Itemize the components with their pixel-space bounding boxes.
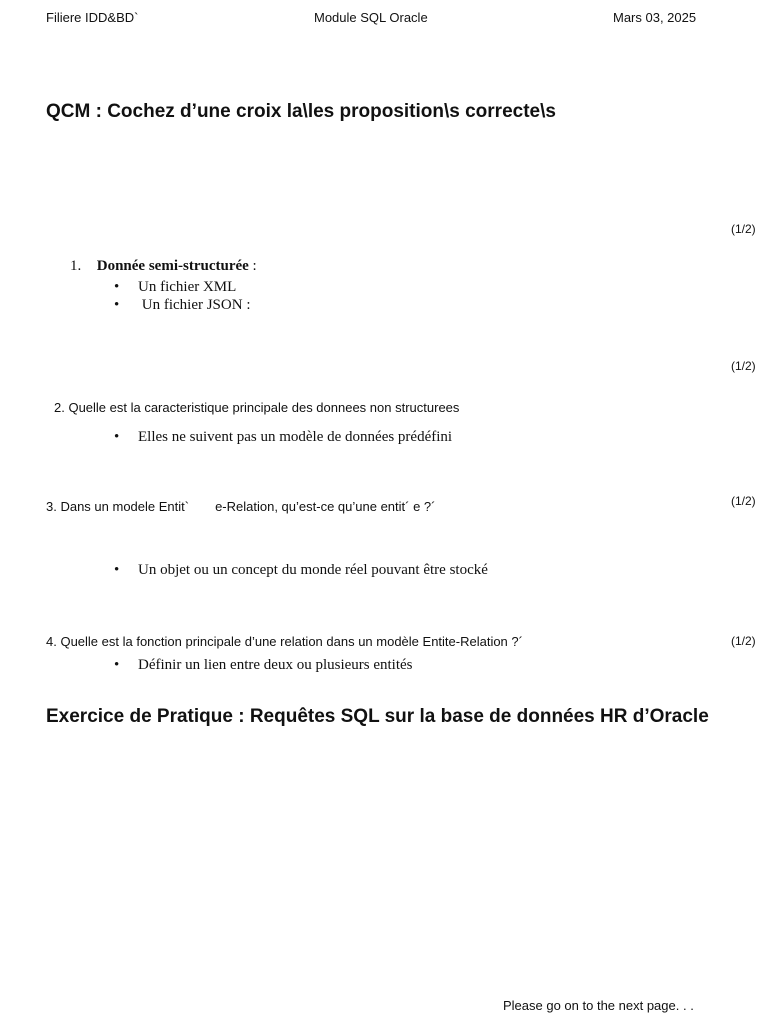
exercise-title: Exercice de Pratique : Requêtes SQL sur la base de données HR d’Oracle (46, 706, 709, 727)
header-date: Mars 03, 2025 (613, 10, 697, 25)
header-center: Module SQL Oracle (314, 10, 428, 25)
answer-1a (114, 279, 236, 296)
qcm-title: QCM : Cochez d’une croix la\les proposition\s correcte\s (46, 101, 556, 122)
question-3-part2: e-Relation, qu’est-ce qu’une entit´ e ?´ (215, 499, 436, 514)
header-left: Filiere IDD&BD` (46, 10, 139, 25)
answer-3 (114, 562, 488, 579)
answer-3-text: Un objet ou un concept du monde réel pouvant être stocké (138, 562, 488, 578)
answer-2 (114, 429, 452, 446)
question-1-number: 1. (70, 258, 82, 274)
answer-2-text: Elles ne suivent pas un modèle de données prédéfini (138, 429, 453, 445)
score-q2: (1/2) (731, 359, 756, 373)
question-3-part1: 3. Dans un modele Entit` (46, 499, 190, 514)
score-q3: (1/2) (731, 494, 756, 508)
bullet-icon: • (114, 657, 120, 673)
question-4: 4. Quelle est la fonction principale d’une relation dans un modèle Entite-Relation ?´ (46, 634, 523, 649)
score-q1: (1/2) (731, 222, 756, 236)
question-1 (70, 258, 257, 275)
question-2: 2. Quelle est la caracteristique principale des donnees non structurees (54, 400, 460, 415)
bullet-icon: • (114, 279, 120, 295)
answer-1b-text: Un fichier JSON : (138, 297, 251, 313)
answer-4-text: Définir un lien entre deux ou plusieurs entités (138, 657, 413, 673)
question-1-title: Donnée semi-structurée (96, 258, 249, 274)
footer-next-page: Please go on to the next page. . . (503, 998, 694, 1013)
bullet-icon: • (114, 429, 120, 445)
answer-1a-text: Un fichier XML (138, 279, 237, 295)
question-1-suffix: : (248, 258, 257, 274)
question-3 (46, 499, 435, 514)
score-q4: (1/2) (731, 634, 756, 648)
answer-4 (114, 657, 413, 674)
answer-1b (114, 297, 251, 314)
bullet-icon: • (114, 562, 120, 578)
bullet-icon: • (114, 297, 120, 313)
